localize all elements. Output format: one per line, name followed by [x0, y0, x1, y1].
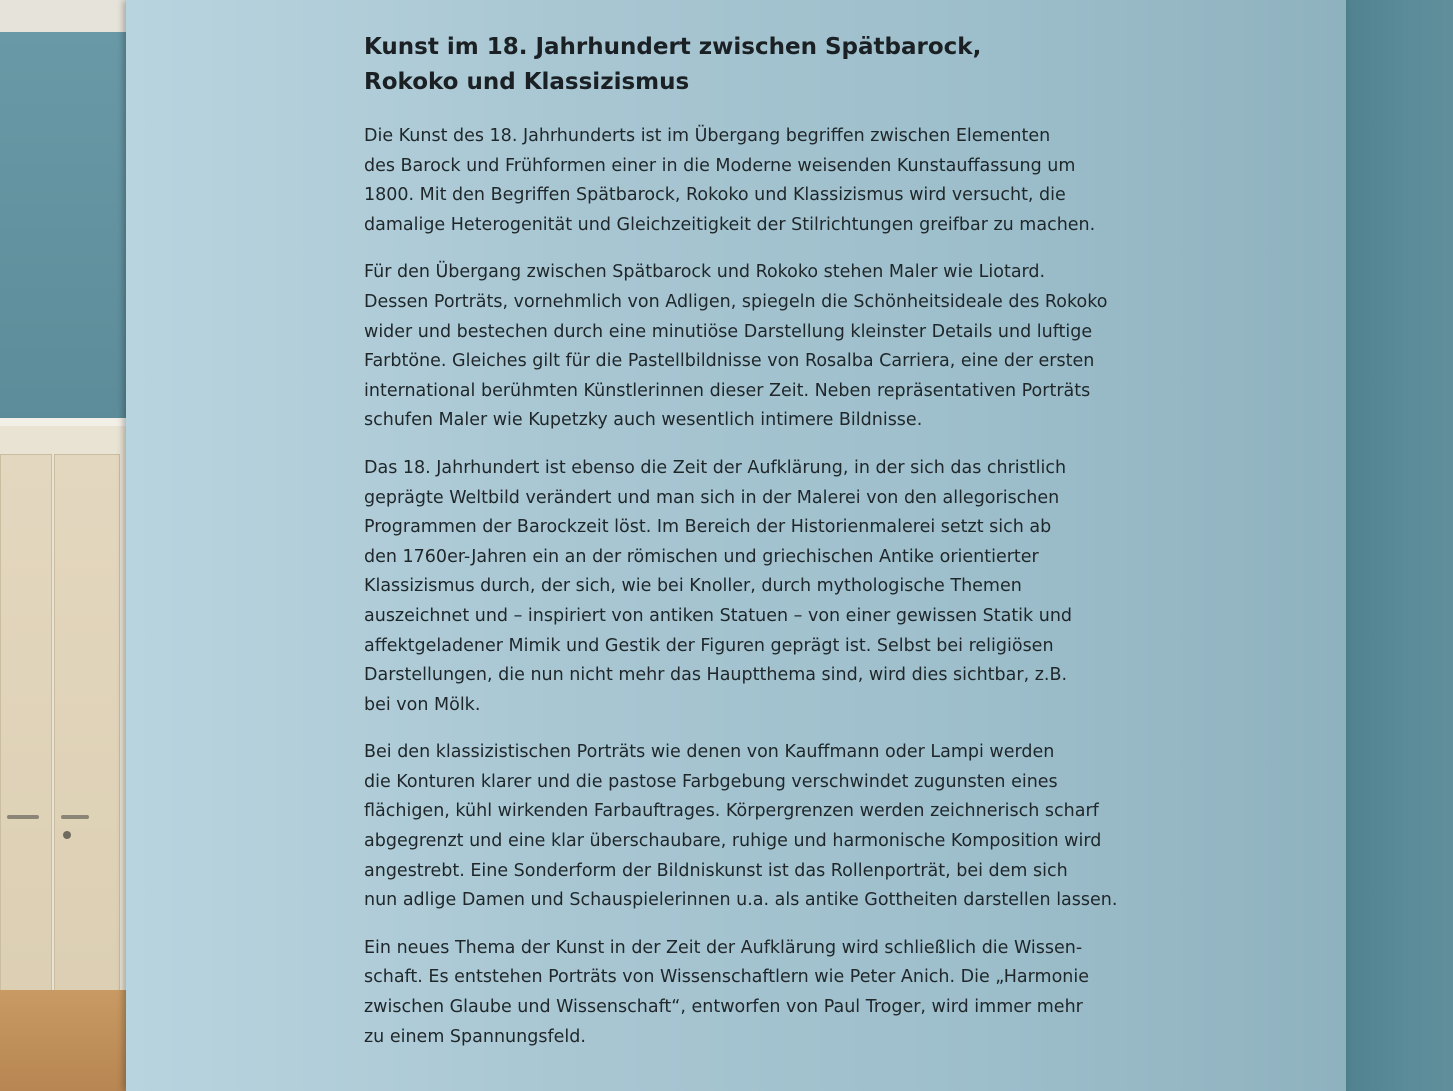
text-line: die Konturen klarer und die pastose Farbgebung verschwindet zugunsten eines — [364, 771, 1058, 792]
text-line: Ein neues Thema der Kunst in der Zeit der Aufklärung wird schließlich die Wissen- — [364, 937, 1083, 958]
text-line: affektgeladener Mimik und Gestik der Figuren geprägt ist. Selbst bei religiösen — [364, 635, 1054, 656]
door — [0, 418, 126, 993]
text-line: des Barock und Frühformen einer in die Moderne weisenden Kunstauffassung um — [364, 155, 1076, 176]
text-line: schaft. Es entstehen Porträts von Wissenschaftlern wie Peter Anich. Die „Harmonie — [364, 967, 1089, 988]
text-line: Das 18. Jahrhundert ist ebenso die Zeit der Aufklärung, in der sich das christlich — [364, 457, 1067, 478]
paragraph — [364, 122, 1124, 240]
text-line: abgegrenzt und eine klar überschaubare, ruhige und harmonische Komposition wird — [364, 831, 1102, 852]
text-block — [364, 30, 1124, 1070]
headline-line: Rokoko und Klassizismus — [364, 69, 690, 95]
text-line: zu einem Spannungsfeld. — [364, 1026, 586, 1047]
exhibition-text-panel — [126, 0, 1346, 1091]
text-line: angestrebt. Eine Sonderform der Bildniskunst ist das Rollenporträt, bei dem sich — [364, 860, 1068, 881]
text-line: schufen Maler wie Kupetzky auch wesentlich intimere Bildnisse. — [364, 410, 923, 431]
text-line: zwischen Glaube und Wissenschaft“, entworfen von Paul Troger, wird immer mehr — [364, 997, 1083, 1018]
headline-line: Kunst im 18. Jahrhundert zwischen Spätbarock, — [364, 34, 982, 60]
text-line: den 1760er-Jahren ein an der römischen und griechischen Antike orientierter — [364, 546, 1039, 567]
text-line: international berühmten Künstlerinnen dieser Zeit. Neben repräsentativen Porträts — [364, 380, 1091, 401]
door-lock — [63, 831, 71, 839]
text-line: Farbtöne. Gleiches gilt für die Pastellbildnisse von Rosalba Carriera, eine der ersten — [364, 351, 1095, 372]
text-line: Bei den klassizistischen Porträts wie denen von Kauffmann oder Lampi werden — [364, 742, 1055, 763]
text-line: Darstellungen, die nun nicht mehr das Hauptthema sind, wird dies sichtbar, z.B. — [364, 665, 1068, 686]
text-line: Dessen Porträts, vornehmlich von Adligen, spiegeln die Schönheitsideale des Rokoko — [364, 291, 1108, 312]
background-wall-right — [1330, 0, 1453, 1091]
text-line: damalige Heterogenität und Gleichzeitigkeit der Stilrichtungen greifbar zu machen. — [364, 214, 1096, 235]
paragraph — [364, 934, 1124, 1052]
text-line: 1800. Mit den Begriffen Spätbarock, Rokoko und Klassizismus wird versucht, die — [364, 185, 1066, 206]
paragraph — [364, 738, 1124, 916]
background-wall — [0, 0, 130, 430]
text-line: wider und bestechen durch eine minutiöse Darstellung kleinster Details und luftige — [364, 321, 1093, 342]
text-line: Klassizismus durch, der sich, wie bei Knoller, durch mythologische Themen — [364, 576, 1022, 597]
door-panel-right — [54, 454, 120, 994]
text-line: geprägte Weltbild verändert und man sich in der Malerei von den allegorischen — [364, 487, 1060, 508]
text-line: Programmen der Barockzeit löst. Im Bereich der Historienmalerei setzt sich ab — [364, 517, 1052, 538]
paragraph — [364, 454, 1124, 720]
ceiling — [0, 0, 130, 32]
panel-headline — [364, 30, 1124, 100]
door-handle — [7, 815, 39, 819]
text-line: flächigen, kühl wirkenden Farbauftrages. Körpergrenzen werden zeichnerisch scharf — [364, 801, 1099, 822]
door-panel-left — [0, 454, 52, 994]
text-line: auszeichnet und – inspiriert von antiken Statuen – von einer gewissen Statik und — [364, 605, 1073, 626]
paragraph — [364, 258, 1124, 436]
text-line: nun adlige Damen und Schauspielerinnen u.a. als antike Gottheiten darstellen lassen. — [364, 890, 1118, 911]
wooden-floor — [0, 990, 130, 1091]
text-line: Für den Übergang zwischen Spätbarock und Rokoko stehen Maler wie Liotard. — [364, 262, 1046, 283]
text-line: Die Kunst des 18. Jahrhunderts ist im Übergang begriffen zwischen Elementen — [364, 126, 1051, 146]
door-handle — [61, 815, 89, 819]
text-line: bei von Mölk. — [364, 694, 481, 715]
